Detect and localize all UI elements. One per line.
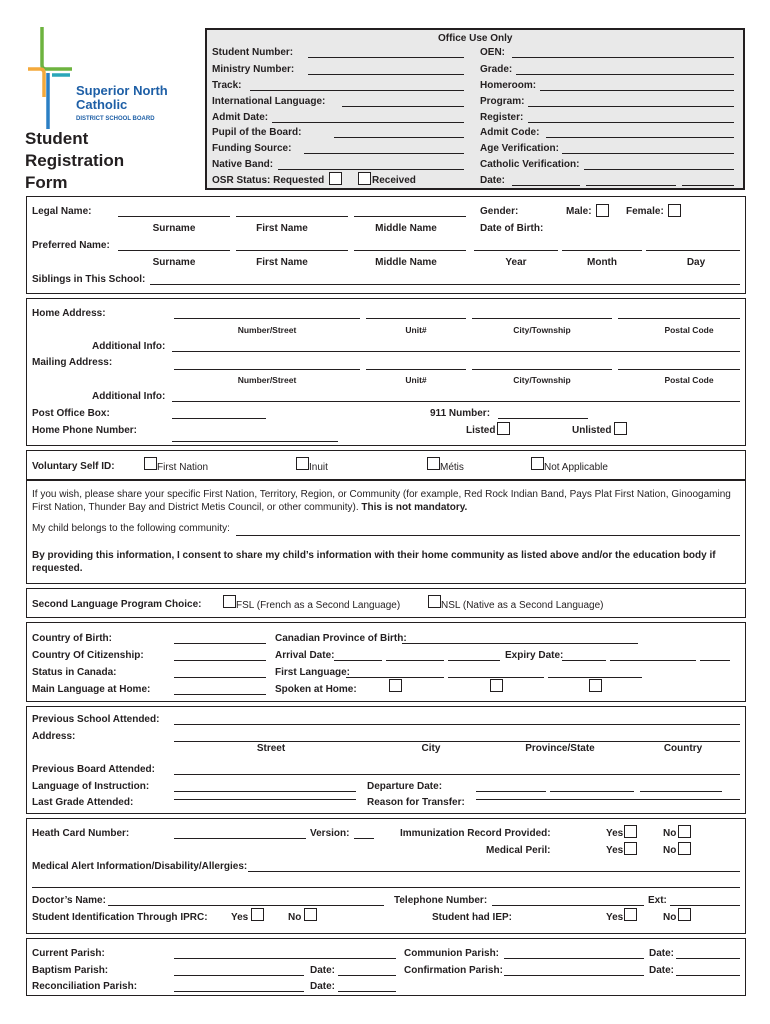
spoken-label: Spoken at Home: [275,684,357,695]
reconciliation-date-line[interactable] [338,991,396,992]
baptism-date-line[interactable] [338,975,396,976]
confirmation-date-line[interactable] [676,975,740,976]
office-catholic-verification: Catholic Verification: [480,159,580,170]
first-language-label: First Language: [275,667,351,678]
dob-label: Date of Birth: [480,223,544,234]
language-program-label: Second Language Program Choice: [32,599,202,610]
preferred-middle-name-line[interactable] [354,250,466,251]
first-language-line-3[interactable] [548,677,642,678]
nsl-checkbox[interactable] [428,595,441,608]
mail-additional-line[interactable] [172,401,740,402]
office-pupil-board: Pupil of the Board: [212,127,302,138]
medical-alert-label: Medical Alert Information/Disability/Allergies: [32,861,248,872]
current-parish-label: Current Parish: [32,948,105,959]
instruction-language-line[interactable] [174,791,356,792]
departure-line-1[interactable] [476,791,546,792]
catholic-verification-line[interactable] [584,169,734,170]
medical-alert-line-1[interactable] [248,871,740,872]
day-caption: Day [686,257,706,268]
first-language-line-2[interactable] [448,677,544,678]
telephone-line[interactable] [492,905,644,906]
office-international-language: International Language: [212,96,326,107]
office-track: Track: [212,80,242,91]
admit-code-line[interactable] [546,137,734,138]
office-date-line-3[interactable] [682,185,734,186]
community-intro [32,488,742,514]
mail-additional-label: Additional Info: [92,391,166,402]
unlisted-label: Unlisted [572,425,612,436]
office-native-band: Native Band: [212,159,274,170]
osr-received-checkbox[interactable] [358,172,371,185]
country-birth-line[interactable] [174,643,266,644]
preferred-middle-name-caption: Middle Name [375,257,437,268]
gender-label: Gender: [480,206,519,217]
iprc-yes-label: Yes [231,912,249,923]
office-homeroom: Homeroom: [480,80,537,91]
preferred-name-label: Preferred Name: [32,240,110,251]
home-street-caption: Number/Street [237,325,297,335]
previous-school-label: Previous School Attended: [32,714,160,725]
community-belongs-label: My child belongs to the following community: [32,523,230,534]
office-received: Received [372,175,416,186]
mail-street-caption: Number/Street [237,375,297,385]
listed-label: Listed [466,425,496,436]
self-id-label: Voluntary Self ID: [32,461,115,472]
communion-parish-label: Communion Parish: [404,948,500,959]
home-address-label: Home Address: [32,308,106,319]
main-language-line[interactable] [174,694,266,695]
metis-checkbox[interactable] [427,457,440,470]
fsl-checkbox[interactable] [223,595,236,608]
arrival-line-2[interactable] [386,660,444,661]
immunization-no-checkbox[interactable] [678,825,691,838]
year-caption: Year [505,257,527,268]
health-card-label: Heath Card Number: [32,828,130,839]
legal-first-name-line[interactable] [236,216,348,217]
community-line[interactable] [236,535,740,536]
mail-postal-line[interactable] [618,369,740,370]
peril-no-label: No [663,845,677,856]
spoken-checkbox-3[interactable] [589,679,602,692]
status-line[interactable] [174,677,266,678]
dob-day-line[interactable] [646,250,740,251]
arrival-line-1[interactable] [334,660,382,661]
previous-board-label: Previous Board Attended: [32,764,155,775]
male-checkbox[interactable] [596,204,609,217]
departure-line-3[interactable] [640,791,722,792]
track-line[interactable] [250,90,464,91]
office-oen: OEN: [480,47,505,58]
province-birth-label: Canadian Province of Birth: [275,633,407,644]
number-911-line[interactable] [498,418,588,419]
admit-date-line[interactable] [272,122,464,123]
mail-unit-caption: Unit# [405,375,427,385]
office-ministry-number: Ministry Number: [212,64,295,75]
iep-yes-label: Yes [606,912,624,923]
female-label: Female: [626,206,664,217]
first-language-line-1[interactable] [346,677,444,678]
siblings-line[interactable] [150,284,740,285]
iprc-no-label: No [288,912,302,923]
reason-label: Reason for Transfer: [367,797,465,808]
baptism-parish-line[interactable] [174,975,304,976]
medical-peril-label: Medical Peril: [486,845,551,856]
doctor-label: Doctor’s Name: [32,895,106,906]
oen-line[interactable] [512,57,734,58]
immunization-label: Immunization Record Provided: [400,828,551,839]
address-section [26,298,746,446]
po-box-label: Post Office Box: [32,408,110,419]
mailing-address-label: Mailing Address: [32,357,113,368]
office-register: Register: [480,112,524,123]
office-age-verification: Age Verification: [480,143,559,154]
communion-date-label: Date: [649,948,675,959]
month-caption: Month [587,257,617,268]
mail-postal-caption: Postal Code [664,375,714,385]
confirmation-parish-line[interactable] [504,975,644,976]
first-nation-checkbox[interactable] [144,457,157,470]
grade-line[interactable] [516,74,734,75]
consent-text: By providing this information, I consent to share my child’s information with their home community as listed above and/or the education body if requested. [32,550,716,574]
home-unit-caption: Unit# [405,325,427,335]
home-postal-caption: Postal Code [664,325,714,335]
number-911-label: 911 Number: [430,408,491,419]
student-number-line[interactable] [308,57,464,58]
siblings-label: Siblings in This School: [32,274,146,285]
previous-address-line[interactable] [174,741,740,742]
legal-surname-line[interactable] [118,216,230,217]
country-birth-label: Country of Birth: [32,633,112,644]
doctor-line[interactable] [108,905,384,906]
immunization-yes-checkbox[interactable] [624,825,637,838]
expiry-line-3[interactable] [700,660,730,661]
reconciliation-date-label: Date: [310,981,336,992]
telephone-label: Telephone Number: [394,895,488,906]
program-line[interactable] [528,106,734,107]
departure-line-2[interactable] [550,791,634,792]
preferred-surname-caption: Surname [152,257,196,268]
title-line1: Student [25,129,89,148]
country-citizenship-line[interactable] [174,660,266,661]
nsl-label: NSL (Native as a Second Language) [441,600,604,611]
brand-name-line2: Catholic [76,97,128,112]
dob-year-line[interactable] [474,250,558,251]
office-student-number: Student Number: [212,47,294,58]
immunization-yes-label: Yes [606,828,624,839]
baptism-parish-label: Baptism Parish: [32,965,109,976]
title-line2: Registration [25,151,125,170]
main-language-label: Main Language at Home: [32,684,151,695]
expiry-label: Expiry Date: [505,650,564,661]
cross-logo-icon [26,25,74,131]
health-card-line[interactable] [174,838,306,839]
age-verification-line[interactable] [562,153,734,154]
listed-checkbox[interactable] [497,422,510,435]
peril-yes-label: Yes [606,845,624,856]
fsl-label: FSL (French as a Second Language) [236,600,401,611]
office-osr-status: OSR Status: Requested [212,175,325,186]
brand-name-line1: Superior North [76,83,168,98]
city-caption: City [421,743,441,754]
iprc-no-checkbox[interactable] [304,908,317,921]
register-line[interactable] [528,122,734,123]
office-grade: Grade: [480,64,513,75]
office-date: Date: [480,175,506,186]
office-date-line-1[interactable] [512,185,580,186]
home-postal-line[interactable] [618,318,740,319]
first-nation-label: First Nation [157,462,209,473]
peril-no-checkbox[interactable] [678,842,691,855]
home-unit-line[interactable] [366,318,466,319]
province-birth-line[interactable] [402,643,638,644]
surname-caption: Surname [152,223,196,234]
inuit-checkbox[interactable] [296,457,309,470]
office-date-line-2[interactable] [586,185,676,186]
street-caption: Street [256,743,286,754]
expiry-line-2[interactable] [610,660,696,661]
unlisted-checkbox[interactable] [614,422,627,435]
brand-subtitle: DISTRICT SCHOOL BOARD [76,116,155,122]
office-program: Program: [480,96,525,107]
current-parish-line[interactable] [174,958,396,959]
office-funding-source: Funding Source: [212,143,292,154]
communion-date-line[interactable] [676,958,740,959]
last-grade-label: Last Grade Attended: [32,797,134,808]
iep-no-label: No [663,912,677,923]
baptism-date-label: Date: [310,965,336,976]
communion-parish-line[interactable] [504,958,644,959]
iprc-yes-checkbox[interactable] [251,908,264,921]
reason-line[interactable] [476,799,740,800]
version-label: Version: [310,828,350,839]
spoken-checkbox-1[interactable] [389,679,402,692]
metis-label: Métis [440,462,464,473]
iprc-label: Student Identification Through IPRC: [32,912,208,923]
po-box-line[interactable] [172,418,266,419]
not-mandatory-text: This is not mandatory. [361,502,468,513]
legal-name-label: Legal Name: [32,206,92,217]
self-id-section [26,450,746,480]
mail-city-line[interactable] [472,369,612,370]
mail-street-line[interactable] [174,369,360,370]
expiry-line-1[interactable] [562,660,606,661]
form-title [25,128,124,194]
home-additional-line[interactable] [172,351,740,352]
departure-label: Departure Date: [367,781,443,792]
not-applicable-label: Not Applicable [544,462,608,473]
last-grade-line[interactable] [174,799,356,800]
iep-yes-checkbox[interactable] [624,908,637,921]
mail-unit-line[interactable] [366,369,466,370]
province-caption: Province/State [525,743,595,754]
spoken-checkbox-2[interactable] [490,679,503,692]
office-heading: Office Use Only [438,33,513,44]
pupil-board-line[interactable] [334,137,464,138]
dob-month-line[interactable] [562,250,642,251]
title-line3: Form [25,173,68,192]
iep-label: Student had IEP: [432,912,512,923]
home-additional-label: Additional Info: [92,341,166,352]
arrival-label: Arrival Date: [275,650,335,661]
osr-requested-checkbox[interactable] [329,172,342,185]
ministry-number-line[interactable] [308,74,464,75]
version-line[interactable] [354,838,374,839]
preferred-surname-line[interactable] [118,250,230,251]
country-caption: Country [663,743,703,754]
home-city-caption: City/Township [513,325,571,335]
reconciliation-parish-label: Reconciliation Parish: [32,981,138,992]
medical-alert-line-2[interactable] [32,887,740,888]
ext-line[interactable] [670,905,740,906]
international-language-line[interactable] [342,106,464,107]
home-street-line[interactable] [174,318,360,319]
homeroom-line[interactable] [540,90,734,91]
home-phone-line[interactable] [172,441,338,442]
previous-school-line[interactable] [174,724,740,725]
status-label: Status in Canada: [32,667,117,678]
country-citizenship-label: Country Of Citizenship: [32,650,144,661]
native-band-line[interactable] [278,169,464,170]
iep-no-checkbox[interactable] [678,908,691,921]
inuit-label: Inuit [309,462,328,473]
preferred-first-name-caption: First Name [256,257,308,268]
preferred-first-name-line[interactable] [236,250,348,251]
peril-yes-checkbox[interactable] [624,842,637,855]
home-city-line[interactable] [472,318,612,319]
instruction-language-label: Language of Instruction: [32,781,150,792]
confirmation-date-label: Date: [649,965,675,976]
confirmation-parish-label: Confirmation Parish: [404,965,503,976]
arrival-line-3[interactable] [448,660,500,661]
female-checkbox[interactable] [668,204,681,217]
reconciliation-parish-line[interactable] [174,991,304,992]
previous-board-line[interactable] [174,774,740,775]
previous-address-label: Address: [32,731,76,742]
community-intro-text: If you wish, please share your specific First Nation, Territory, Region, or Community (for example, Red Rock Indian Band, Pays Plat First Nation, Ginoogaming First Nation, Thunder Bay and District Metis Council, or other community). [32,489,731,513]
ext-label: Ext: [648,895,667,906]
legal-middle-name-line[interactable] [354,216,466,217]
not-applicable-checkbox[interactable] [531,457,544,470]
male-label: Male: [566,206,592,217]
office-admit-code: Admit Code: [480,127,540,138]
immunization-no-label: No [663,828,677,839]
office-admit-date: Admit Date: [212,112,269,123]
first-name-caption: First Name [256,223,308,234]
funding-source-line[interactable] [304,153,464,154]
middle-name-caption: Middle Name [375,223,437,234]
home-phone-label: Home Phone Number: [32,425,138,436]
mail-city-caption: City/Township [513,375,571,385]
